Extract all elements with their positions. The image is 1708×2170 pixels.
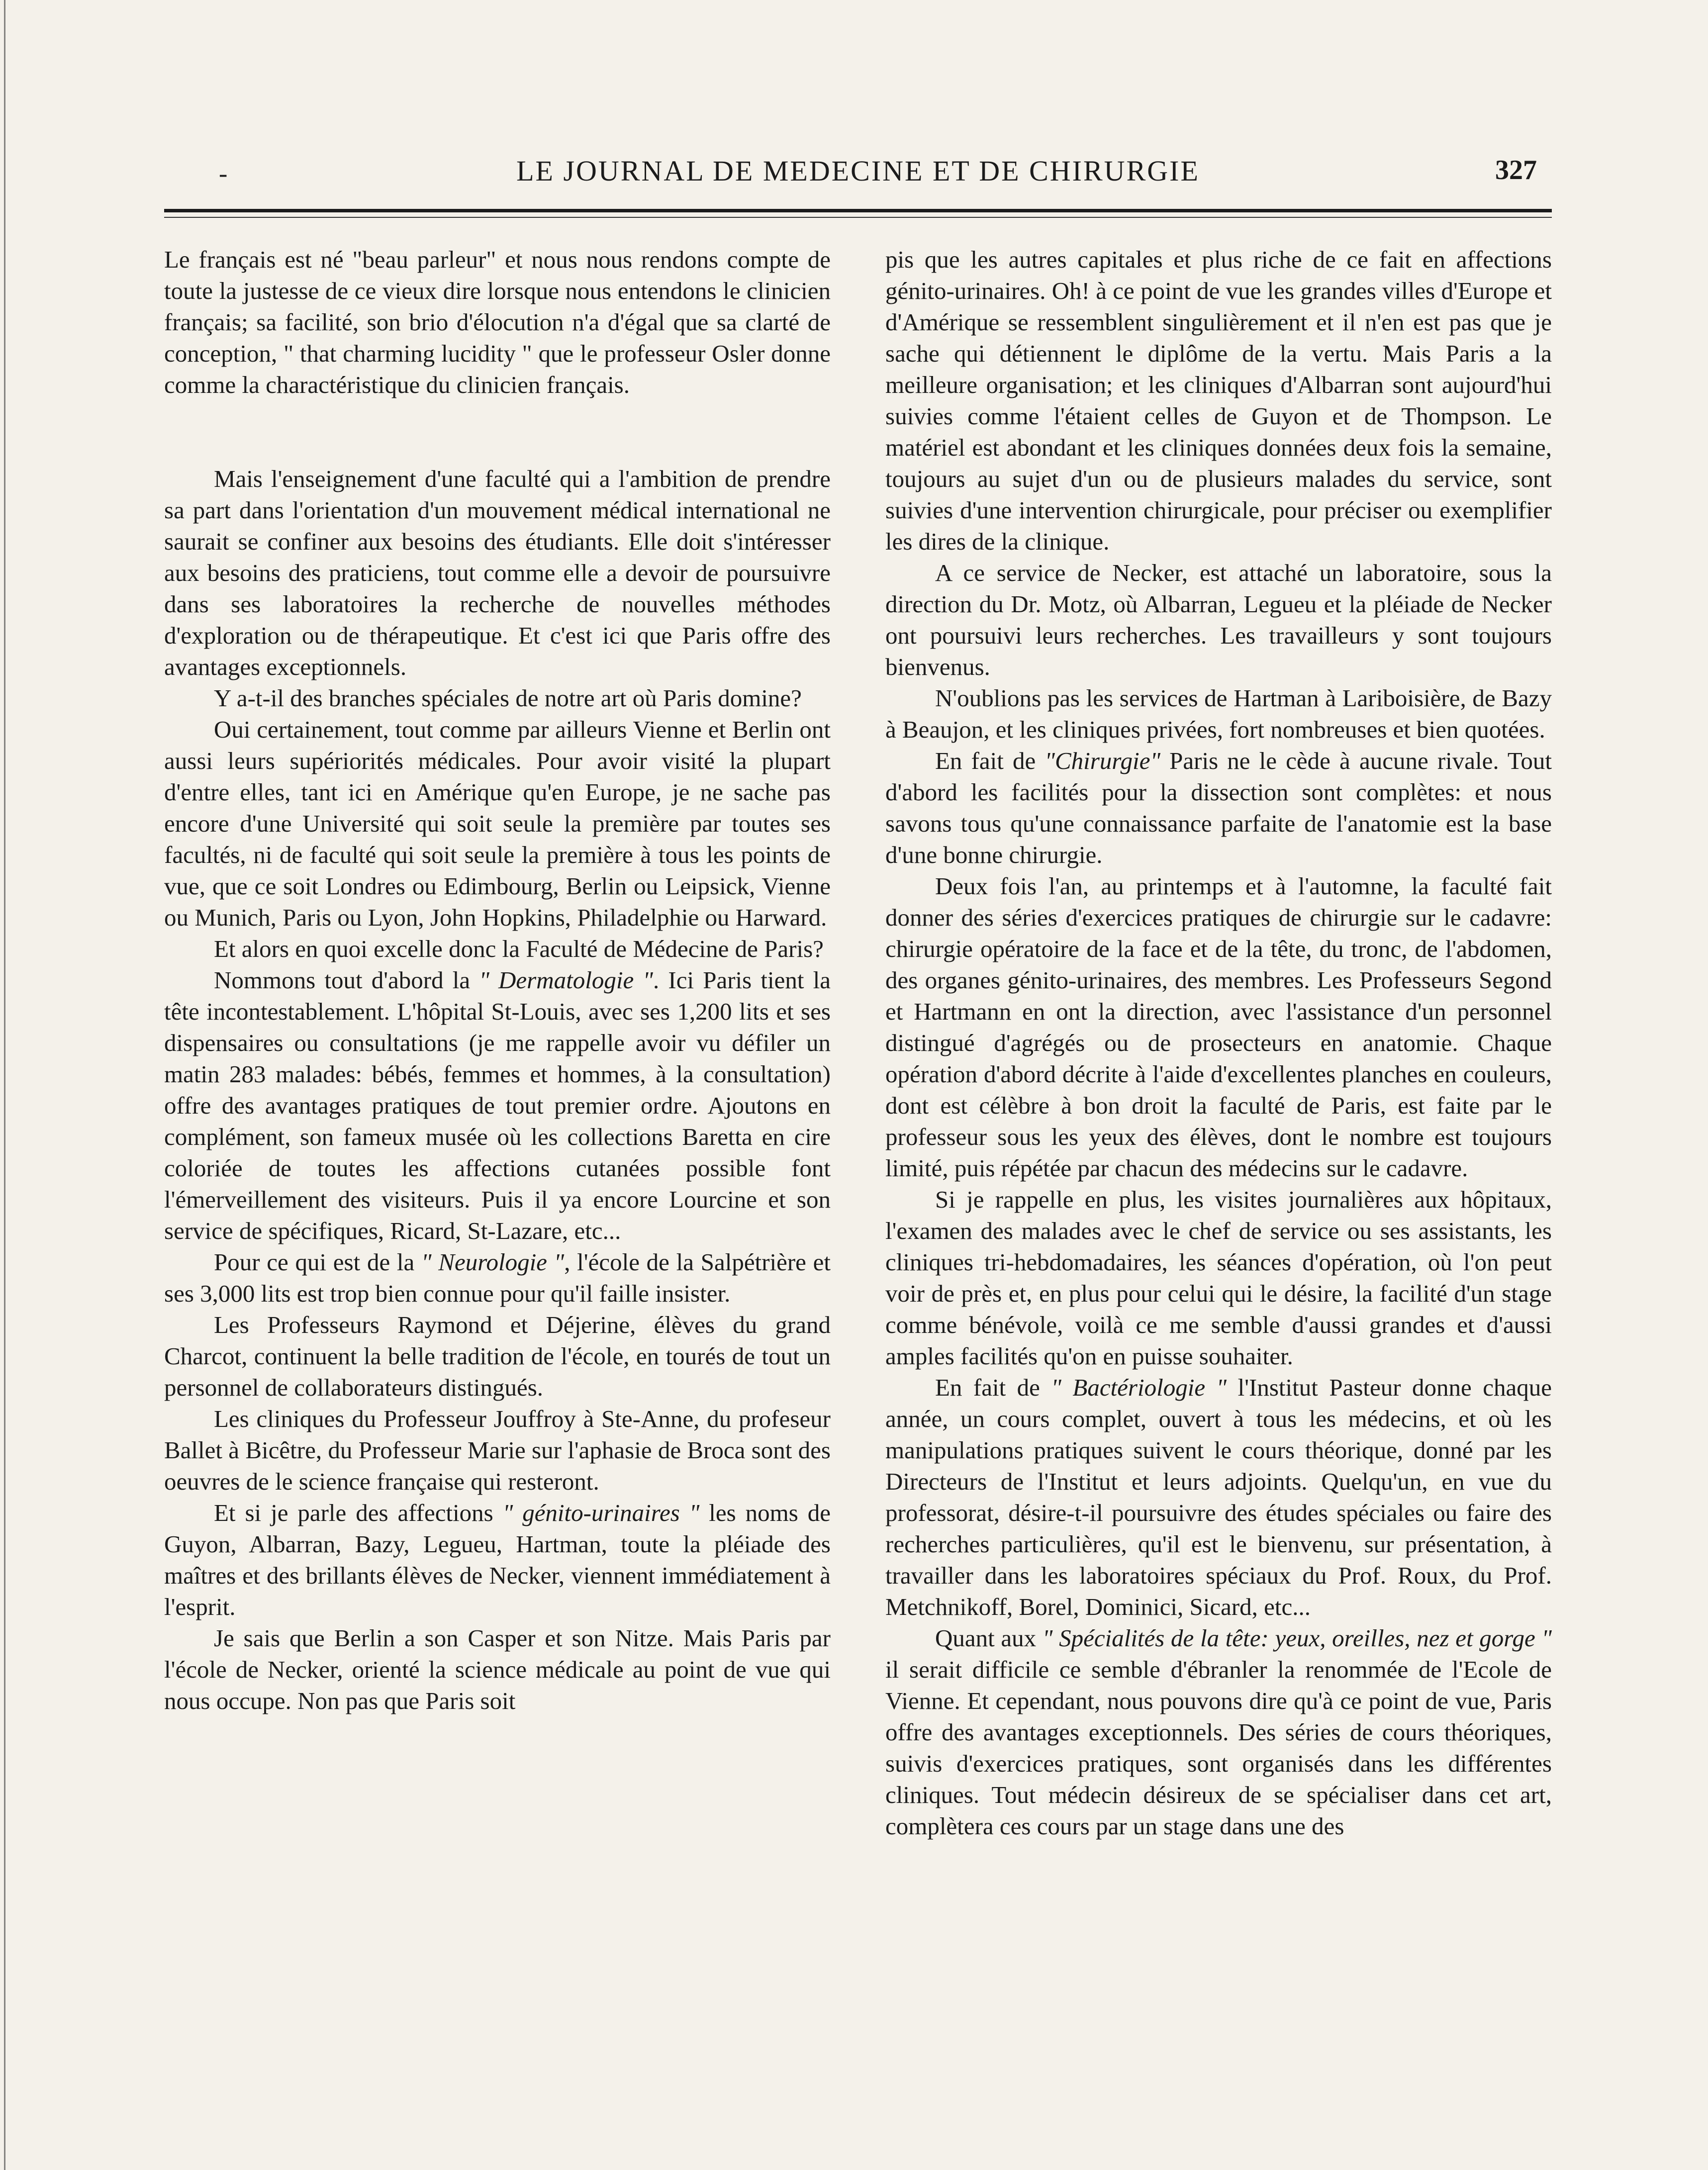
paragraph	[164, 1622, 831, 1716]
paragraph	[885, 244, 1552, 557]
text-run: les noms de Guyon, Albarran, Bazy, Legueu, Hartman, toute la pléiade des maîtres et des brillants élèves de Necker, viennent immédiatement à l'esprit.	[164, 1499, 831, 1620]
text-run: Si je rappelle en plus, les visites journalières aux hôpitaux, l'examen des malades avec le chef de service ou ses assistants, les cliniques tri-hebdomadaires, les séances d'opération, où l'on peut voir de près et, en plus pour celui qui le désire, la facilité d'un stage comme bénévole, voilà ce me semble d'aussi grandes et d'aussi amples facilités qu'on en puisse souhaiter.	[885, 1186, 1552, 1370]
paragraph	[885, 870, 1552, 1184]
article-body	[164, 244, 1552, 1842]
header-rule-thin	[164, 217, 1552, 218]
right-column	[885, 244, 1552, 1842]
text-run: Deux fois l'an, au printemps et à l'automne, la faculté fait donner des séries d'exercices pratiques de chirurgie sur le cadavre: chirurgie opératoire de la face et de la tête, du tronc, de l'abdomen, des organes génito-urinaires, des membres. Les Professeurs Segond et Hartmann en ont la direction, avec l'assistance d'un personnel distingué d'agrégés ou de prosecteurs en anatomie. Chaque opération d'abord décrite à l'aide d'excellentes planches en couleurs, dont est célèbre à bon droit la faculté de Paris, est faite par le professeur sous les yeux des élèves, dont le nombre est toujours limité, puis répétée par chacun des médecins sur le cadavre.	[885, 872, 1552, 1182]
paragraph	[164, 682, 831, 714]
paragraph	[164, 933, 831, 964]
page-number: 327	[1495, 155, 1537, 186]
paragraph	[164, 463, 831, 682]
text-run: Oui certainement, tout comme par ailleurs Vienne et Berlin ont aussi leurs supériorités médicales. Pour avoir visité la plupart d'entre elles, tant ici en Amérique qu'en Europe, je ne sache pas encore d'une Université qui soit seule la première par toutes ses facultés, ni de faculté qui soit seule la première à tous les points de vue, que ce soit Londres ou Edimbourg, Berlin ou Leipsick, Vienne ou Munich, Paris ou Lyon, John Hopkins, Philadelphie ou Harward.	[164, 716, 831, 931]
text-run: Y a-t-il des branches spéciales de notre art où Paris domine?	[214, 684, 802, 712]
paragraph	[885, 1622, 1552, 1842]
paragraph	[885, 1372, 1552, 1622]
text-run: Mais l'enseignement d'une faculté qui a l'ambition de prendre sa part dans l'orientation d'un mouvement médical international ne saurait se confiner aux besoins des étudiants. Elle doit s'intéresser aux besoins des praticiens, tout comme elle a devoir de poursuivre dans ses laboratoires la recherche de nouvelles méthodes d'exploration ou de thérapeutique. Et c'est ici que Paris offre des avantages exceptionnels.	[164, 465, 831, 680]
text-run: l'Institut Pasteur donne chaque année, un cours complet, ouvert à tous les médecins, et où les manipulations pratiques suivent le cours théorique, donné par les Directeurs de l'Institut et leurs adjoints. Quelqu'un, en vue du professorat, désire-t-il poursuivre des études spéciales ou faire des recherches particulières, qu'il est le bienvenu, sur présentation, à travailler dans les laboratoires spéciaux du Prof. Roux, du Prof. Metchnikoff, Borel, Dominici, Sicard, etc...	[885, 1374, 1552, 1620]
text-run: Nommons tout d'abord la	[214, 966, 479, 994]
italic-term: " Spécialités de la tête: yeux, oreilles, nez et gorge "	[1042, 1624, 1552, 1652]
text-run: Les Professeurs Raymond et Déjerine, élèves du grand Charcot, continuent la belle tradition de l'école, en tourés de tout un personnel de collaborateurs distingués.	[164, 1311, 831, 1401]
paragraph	[885, 557, 1552, 682]
paragraph	[164, 1246, 831, 1309]
paragraph	[164, 714, 831, 933]
paragraph	[164, 964, 831, 1246]
header-rule	[164, 209, 1552, 212]
text-run: , l'école de la Salpétrière et ses 3,000 lits est trop bien connue pour qu'il faille insister.	[164, 1248, 831, 1307]
running-head: LE JOURNAL DE MEDECINE ET DE CHIRURGIE	[516, 155, 1200, 187]
text-run: Quant aux	[935, 1624, 1043, 1652]
page-header	[164, 154, 1552, 199]
paragraph	[164, 1403, 831, 1497]
text-run: . Ici Paris tient la tête incontestablement. L'hôpital St-Louis, avec ses 1,200 lits et ses dispensaires ou consultations (je me rappelle avoir vu défiler un matin 283 malades: bébés, femmes et hommes, à la consultation) offre des avantages pratiques de tout premier ordre. Ajoutons en complément, son fameux musée où les collections Baretta en cire coloriée de toutes les affections cutanées possible font l'émerveillement des visiteurs. Puis il ya encore Lourcine et son service de spécifiques, Ricard, St-Lazare, etc...	[164, 966, 831, 1244]
text-run: Le français est né "beau parleur" et nous nous rendons compte de toute la justesse de ce vieux dire lorsque nous entendons le clinicien français; sa facilité, son brio d'élocution n'a d'égal que sa clarté de conception, " that charming lucidity " que le professeur Osler donne comme la charactéristique du clinicien français.	[164, 246, 831, 398]
text-run: Je sais que Berlin a son Casper et son Nitze. Mais Paris par l'école de Necker, orienté la science médicale au point de vue qui nous occupe. Non pas que Paris soit	[164, 1624, 831, 1714]
text-run: Les cliniques du Professeur Jouffroy à Ste-Anne, du profeseur Ballet à Bicêtre, du Professeur Marie sur l'aphasie de Broca sont des oeuvres de le science française qui resteront.	[164, 1405, 831, 1495]
text-run: En fait de	[935, 747, 1045, 774]
text-run: A ce service de Necker, est attaché un laboratoire, sous la direction du Dr. Motz, où Albarran, Legueu et la pléiade de Necker ont poursuivi leurs recherches. Les travailleurs y sont toujours bienvenus.	[885, 559, 1552, 680]
header-dash: -	[219, 160, 228, 188]
text-run: N'oublions pas les services de Hartman à Lariboisière, de Bazy à Beaujon, et les cliniques privées, fort nombreuses et bien quotées.	[885, 684, 1552, 743]
paragraph	[885, 745, 1552, 870]
text-run: Et alors en quoi excelle donc la Faculté de Médecine de Paris?	[214, 935, 824, 962]
page	[164, 134, 1552, 2139]
italic-term: " Dermatologie "	[479, 966, 653, 994]
text-run: il serait difficile ce semble d'ébranler la renommée de l'Ecole de Vienne. Et cependant, nous pouvons dire qu'à ce point de vue, Paris offre des avantages exceptionnels. Des séries de cours théoriques, suivis d'exercices pratiques, sont organisés dans les différentes cliniques. Tout médecin désireux de se spécialiser dans cet art, complètera ces cours par un stage dans une des	[885, 1656, 1552, 1840]
text-run: Et si je parle des affections	[214, 1499, 503, 1526]
paragraph	[164, 1497, 831, 1622]
left-column	[164, 244, 831, 1842]
paragraph	[885, 682, 1552, 745]
italic-term: " génito-urinaires "	[502, 1499, 700, 1526]
italic-term: " Bactériologie "	[1051, 1374, 1227, 1401]
text-run: Pour ce qui est de la	[214, 1248, 421, 1276]
italic-term: "Chirurgie"	[1044, 747, 1161, 774]
paragraph	[885, 1184, 1552, 1372]
text-run: Paris ne le cède à aucune rivale. Tout d'abord les facilités pour la dissection sont complètes: et nous savons tous qu'une connaissance parfaite de l'anatomie est la base d'une bonne chirurgie.	[885, 747, 1552, 868]
paragraph	[164, 1309, 831, 1403]
italic-term: " Neurologie "	[421, 1248, 565, 1276]
text-run: En fait de	[935, 1374, 1051, 1401]
paragraph	[164, 244, 831, 400]
text-run: pis que les autres capitales et plus riche de ce fait en affections génito-urinaires. Oh! à ce point de vue les grandes villes d'Europe et d'Amérique se ressemblent singulièrement et il n'en est pas que je sache qui détiennent le diplôme de la vertu. Mais Paris a la meilleure organisation; et les cliniques d'Albarran sont aujourd'hui suivies comme l'étaient celles de Guyon et de Thompson. Le matériel est abondant et les cliniques données deux fois la semaine, toujours au sujet d'un ou de plusieurs malades du service, sont suivies d'une intervention chirurgicale, pour préciser ou exemplifier les dires de la clinique.	[885, 246, 1552, 555]
binding-edge	[4, 0, 12, 2170]
